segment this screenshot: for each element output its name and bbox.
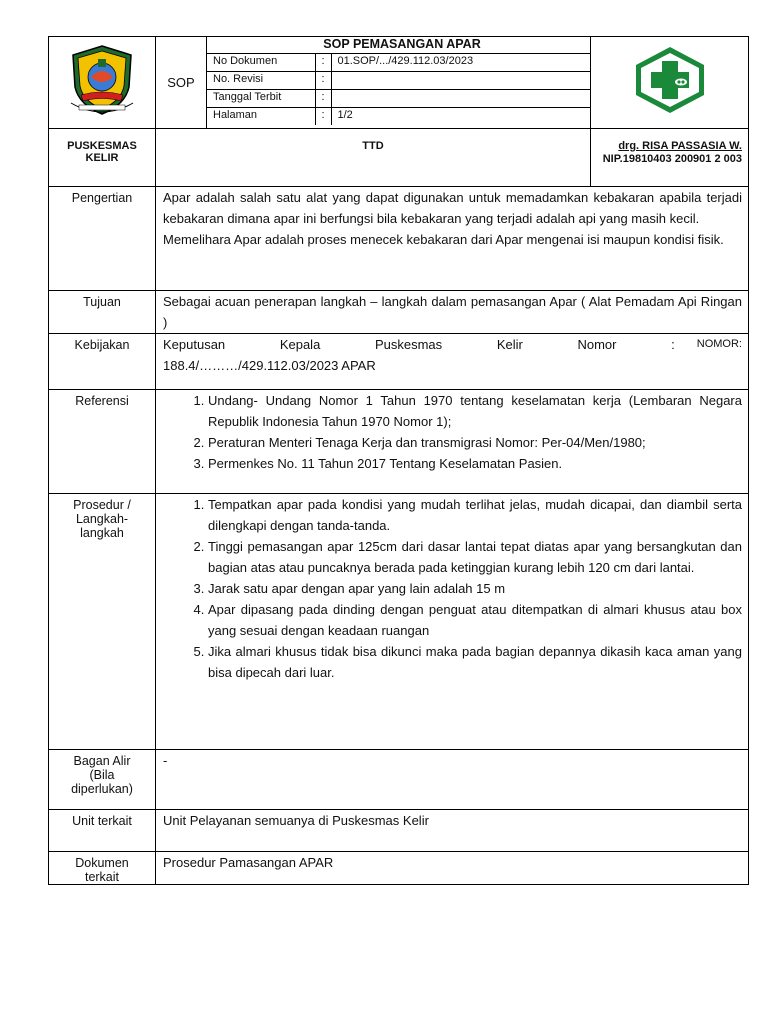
list-item: 1. Undang- Undang Nomor 1 Tahun 1970 tentang keselamatan kerja (Lembaran Negara Republik Indonesia Tahun 1970 Nomor 1); bbox=[208, 390, 742, 432]
kebijakan-line bbox=[163, 334, 742, 355]
kebijakan-content bbox=[156, 334, 749, 390]
dokumen-label bbox=[49, 852, 156, 885]
list-item: 3. Jarak satu apar dengan apar yang lain adalah 15 m bbox=[208, 578, 742, 599]
list-item: 1. Tempatkan apar pada kondisi yang mudah terlihat jelas, mudah dicapai, dan diambil serta dilengkapi dengan tanda-tanda. bbox=[208, 494, 742, 536]
info-value bbox=[331, 72, 591, 90]
label-line: Prosedur / bbox=[73, 498, 131, 512]
document-info-table bbox=[207, 37, 591, 125]
kebijakan-text2: 188.4/………/429.112.03/2023 APAR bbox=[163, 358, 376, 373]
list-item: 5. Jika almari khusus tidak bisa dikunci maka pada bagian depannya dikasih kaca aman yang bisa dipecah dari luar. bbox=[208, 641, 742, 683]
ttd-label: TTD bbox=[156, 129, 591, 187]
referensi-list bbox=[163, 390, 742, 474]
document-title: SOP PEMASANGAN APAR bbox=[207, 37, 591, 54]
org-line: PUSKESMAS bbox=[67, 140, 137, 152]
document-info-cell bbox=[207, 37, 591, 129]
unit-label: Unit terkait bbox=[49, 810, 156, 852]
kebijakan-label: Kebijakan bbox=[49, 334, 156, 390]
info-colon: : bbox=[315, 72, 331, 90]
bagan-label bbox=[49, 750, 156, 810]
label-line: terkait bbox=[84, 870, 120, 884]
info-label: No. Revisi bbox=[207, 72, 315, 90]
tujuan-label: Tujuan bbox=[49, 291, 156, 334]
info-colon: : bbox=[315, 90, 331, 108]
label-line: (Bila bbox=[89, 768, 115, 782]
sop-label: SOP bbox=[156, 37, 207, 129]
doctor-signature bbox=[591, 129, 749, 187]
sop-document bbox=[48, 36, 748, 885]
list-item: 3. Permenkes No. 11 Tahun 2017 Tentang Keselamatan Pasien. bbox=[208, 453, 742, 474]
puskesmas-cross-icon bbox=[633, 45, 707, 115]
pengertian-content bbox=[156, 187, 749, 291]
prosedur-list bbox=[163, 494, 742, 683]
organization-name bbox=[49, 129, 156, 187]
info-label: Tanggal Terbit bbox=[207, 90, 315, 108]
org-line: KELIR bbox=[85, 152, 119, 164]
sop-table bbox=[48, 36, 749, 885]
info-colon: : bbox=[315, 54, 331, 72]
pengertian-paragraph: Apar adalah salah satu alat yang dapat digunakan untuk memadamkan kebakaran apabila terjadi kebakaran dimana apar ini berfungsi bila kebakaran yang terjadi adalah api yang masih kecil. bbox=[163, 190, 742, 226]
doctor-nip: NIP.19810403 200901 2 003 bbox=[602, 153, 742, 165]
prosedur-label bbox=[49, 494, 156, 750]
dokumen-content: Prosedur Pamasangan APAR bbox=[156, 852, 749, 885]
info-value: 1/2 bbox=[331, 108, 591, 126]
info-value bbox=[331, 90, 591, 108]
referensi-content bbox=[156, 390, 749, 494]
info-colon: : bbox=[315, 108, 331, 126]
regional-emblem-icon bbox=[67, 43, 137, 117]
bagan-content: - bbox=[156, 750, 749, 810]
info-value: 01.SOP/.../429.112.03/2023 bbox=[331, 54, 591, 72]
doctor-name: drg. RISA PASSASIA W. bbox=[618, 140, 742, 152]
left-logo-cell bbox=[49, 37, 156, 129]
info-label: No Dokumen bbox=[207, 54, 315, 72]
unit-content: Unit Pelayanan semuanya di Puskesmas Kelir bbox=[156, 810, 749, 852]
kebijakan-text: Keputusan Kepala Puskesmas Kelir Nomor : bbox=[163, 337, 675, 352]
pengertian-label: Pengertian bbox=[49, 187, 156, 291]
tujuan-content: Sebagai acuan penerapan langkah – langkah dalam pemasangan Apar ( Alat Pemadam Api Ringan ) bbox=[156, 291, 749, 334]
list-item: 2. Tinggi pemasangan apar 125cm dari dasar lantai tepat diatas apar yang bersangkutan dan bagian atas atau puncaknya berada pada ketinggian kurang lebih 120 cm dari lantai. bbox=[208, 536, 742, 578]
list-item: 4. Apar dipasang pada dinding dengan penguat atau ditempatkan di almari khusus atau box yang sesuai dengan keadaan ruangan bbox=[208, 599, 742, 641]
list-item: 2. Peraturan Menteri Tenaga Kerja dan transmigrasi Nomor: Per-04/Men/1980; bbox=[208, 432, 742, 453]
info-label: Halaman bbox=[207, 108, 315, 126]
label-line: Dokumen bbox=[75, 856, 129, 870]
label-line: Bagan Alir bbox=[73, 754, 131, 768]
prosedur-content bbox=[156, 494, 749, 750]
right-logo-cell bbox=[591, 37, 749, 129]
label-line: Langkah- bbox=[75, 512, 129, 526]
label-line: diperlukan) bbox=[71, 782, 133, 796]
kebijakan-nomor: NOMOR: bbox=[696, 338, 742, 350]
referensi-label: Referensi bbox=[49, 390, 156, 494]
pengertian-paragraph: Memelihara Apar adalah proses menecek kebakaran dari Apar mengenai isi maupun kondisi fisik. bbox=[163, 232, 724, 247]
label-line: langkah bbox=[80, 526, 124, 540]
